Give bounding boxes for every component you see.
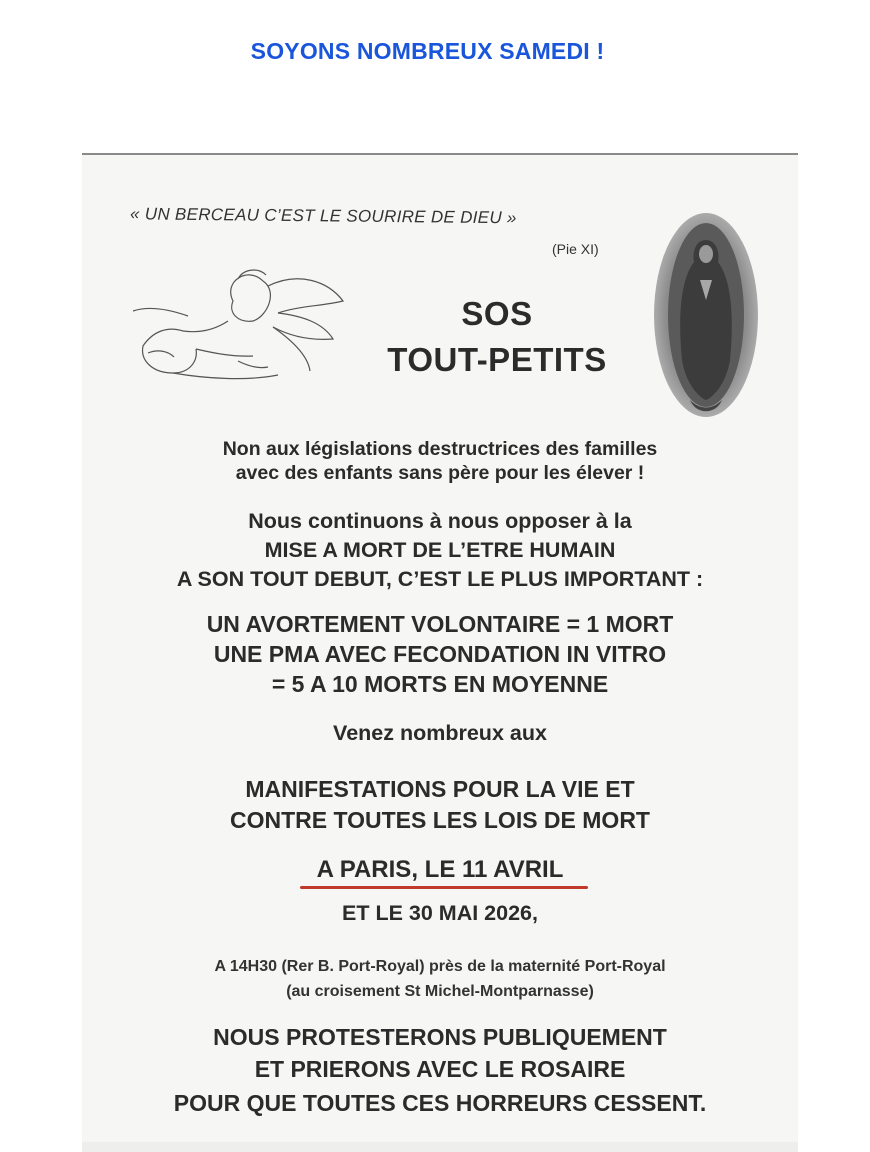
intro-line-2: avec des enfants sans père pour les élever ! xyxy=(235,462,645,484)
closing-line-3: POUR QUE TOUTES CES HORREURS CESSENT. xyxy=(173,1090,707,1116)
scan-bottom-edge xyxy=(82,1142,798,1152)
flyer-scan xyxy=(82,153,798,1150)
intro-line-1: Non aux législations destructrices des familles xyxy=(222,438,658,460)
closing-line-1: NOUS PROTESTERONS PUBLIQUEMENT xyxy=(213,1024,667,1050)
closing-line-2: ET PRIERONS AVEC LE ROSAIRE xyxy=(254,1056,626,1082)
statement-line-3: A SON TOUT DEBUT, C’EST LE PLUS IMPORTANT : xyxy=(176,567,704,591)
title-tout-petits: TOUT-PETITS xyxy=(387,341,607,378)
fact-line-2: UNE PMA AVEC FECONDATION IN VITRO xyxy=(213,641,667,667)
date-paris: A PARIS, LE 11 AVRIL xyxy=(316,856,564,883)
angel-baby-illustration xyxy=(128,261,348,396)
location-line-2: (au croisement St Michel-Montparnasse) xyxy=(286,983,594,1000)
banner-headline: SOYONS NOMBREUX SAMEDI ! xyxy=(250,38,605,64)
quote-author: (Pie XI) xyxy=(552,241,599,257)
fact-line-3: = 5 A 10 MORTS EN MOYENNE xyxy=(271,671,609,697)
title-sos: SOS xyxy=(461,295,533,332)
event-line-2: CONTRE TOUTES LES LOIS DE MORT xyxy=(230,807,650,833)
quote: « UN BERCEAU C’EST LE SOURIRE DE DIEU » xyxy=(129,204,517,228)
virgin-guadalupe-image xyxy=(650,210,762,425)
event-line-1: MANIFESTATIONS POUR LA VIE ET xyxy=(245,776,635,802)
date-second: ET LE 30 MAI 2026, xyxy=(342,901,538,925)
fact-line-1: UN AVORTEMENT VOLONTAIRE = 1 MORT xyxy=(206,611,674,637)
date-underline xyxy=(300,886,588,889)
statement-line-1: Nous continuons à nous opposer à la xyxy=(248,509,632,533)
location-line-1: A 14H30 (Rer B. Port-Royal) près de la maternité Port-Royal xyxy=(214,958,666,975)
invite-line: Venez nombreux aux xyxy=(333,721,547,745)
statement-line-2: MISE A MORT DE L’ETRE HUMAIN xyxy=(264,538,616,562)
